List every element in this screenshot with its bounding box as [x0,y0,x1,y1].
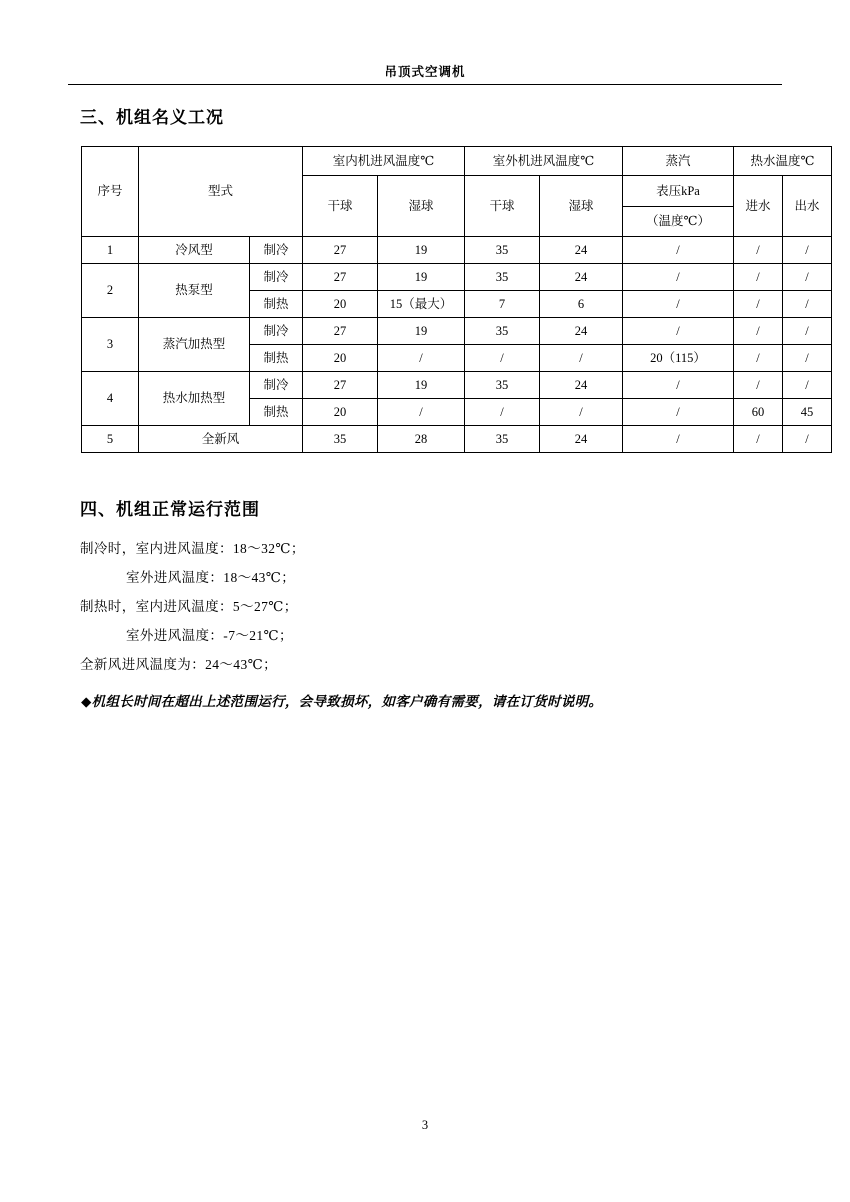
cell-water-in: / [734,264,783,291]
cell-outdoor-dry: 35 [465,264,540,291]
cell-mode: 制冷 [250,318,303,345]
header-cell-steam-temp: （温度℃） [623,207,734,237]
cell-outdoor-dry: 35 [465,237,540,264]
header-cell-outdoor-wet: 湿球 [540,176,623,237]
cell-water-in: / [734,426,783,453]
header-cell-water-out: 出水 [783,176,832,237]
table-row [82,237,832,264]
cell-mode: 制冷 [250,237,303,264]
cell-outdoor-dry: / [465,399,540,426]
header-cell-water-in: 进水 [734,176,783,237]
header-cell-indoor-dry: 干球 [303,176,378,237]
cell-water-in: 60 [734,399,783,426]
cell-outdoor-wet: / [540,345,623,372]
header-cell-outdoor-group: 室外机进风温度℃ [465,147,623,176]
header-cell-indoor-wet: 湿球 [378,176,465,237]
cell-indoor-wet: 19 [378,237,465,264]
cell-outdoor-wet: 24 [540,426,623,453]
cell-type: 热泵型 [139,264,250,318]
cell-type: 蒸汽加热型 [139,318,250,372]
cell-outdoor-dry: 35 [465,426,540,453]
header-cell-hotwater-group: 热水温度℃ [734,147,832,176]
nominal-conditions-table [81,146,832,453]
table-row [82,426,832,453]
cell-mode: 制热 [250,399,303,426]
cell-indoor-dry: 20 [303,345,378,372]
cell-steam: / [623,399,734,426]
nominal-conditions-table-wrapper [81,146,832,453]
cell-water-in: / [734,291,783,318]
header-divider [68,84,782,85]
table-row [82,318,832,345]
cell-indoor-wet: / [378,399,465,426]
cell-outdoor-wet: 6 [540,291,623,318]
page-number: 3 [421,1118,429,1132]
cell-no: 2 [82,264,139,318]
cell-indoor-wet: 28 [378,426,465,453]
cell-type: 冷风型 [139,237,250,264]
cell-steam: / [623,426,734,453]
cell-indoor-dry: 27 [303,372,378,399]
cell-outdoor-wet: / [540,399,623,426]
warning-note: ◆机组长时间在超出上述范围运行，会导致损坏，如客户确有需要，请在订货时说明。 [81,694,603,709]
cell-outdoor-dry: 35 [465,318,540,345]
cell-outdoor-wet: 24 [540,318,623,345]
cell-type: 全新风 [139,426,303,453]
cell-indoor-dry: 20 [303,291,378,318]
range-line-fresh-air: 全新风进风温度为：24～43℃； [80,657,278,672]
cell-water-out: / [783,345,832,372]
range-line-heating-outdoor: 室外进风温度：-7～21℃； [126,628,293,643]
header-cell-steam-pressure: 表压kPa [623,176,734,207]
page-header-title: 吊顶式空调机 [384,65,466,79]
cell-water-in: / [734,237,783,264]
cell-no: 1 [82,237,139,264]
cell-mode: 制冷 [250,372,303,399]
cell-mode: 制热 [250,345,303,372]
cell-steam: / [623,237,734,264]
cell-indoor-wet: 19 [378,264,465,291]
cell-no: 5 [82,426,139,453]
table-row [82,372,832,399]
cell-steam: / [623,372,734,399]
table-header-row-1 [82,147,832,176]
header-cell-type: 型式 [139,147,303,237]
header-cell-indoor-group: 室内机进风温度℃ [303,147,465,176]
cell-outdoor-wet: 24 [540,372,623,399]
cell-indoor-wet: 19 [378,318,465,345]
cell-water-out: / [783,372,832,399]
cell-no: 3 [82,318,139,372]
cell-steam: / [623,318,734,345]
section-heading-operating-range: 四、机组正常运行范围 [80,500,260,519]
cell-water-out: / [783,426,832,453]
range-line-heating-indoor: 制热时，室内进风温度：5～27℃； [80,599,298,614]
table-row [82,264,832,291]
cell-indoor-dry: 27 [303,264,378,291]
cell-indoor-dry: 20 [303,399,378,426]
cell-water-in: / [734,372,783,399]
cell-outdoor-dry: / [465,345,540,372]
cell-indoor-dry: 27 [303,237,378,264]
cell-indoor-wet: / [378,345,465,372]
section-heading-nominal-conditions: 三、机组名义工况 [80,108,224,127]
cell-steam: / [623,264,734,291]
cell-type: 热水加热型 [139,372,250,426]
cell-water-in: / [734,318,783,345]
cell-water-out: / [783,237,832,264]
cell-water-out: / [783,264,832,291]
cell-indoor-wet: 15（最大） [378,291,465,318]
cell-water-out: 45 [783,399,832,426]
cell-water-out: / [783,318,832,345]
cell-steam: 20（115） [623,345,734,372]
cell-indoor-dry: 35 [303,426,378,453]
range-line-cooling-outdoor: 室外进风温度：18～43℃； [126,570,296,585]
cell-indoor-dry: 27 [303,318,378,345]
cell-water-in: / [734,345,783,372]
header-cell-outdoor-dry: 干球 [465,176,540,237]
cell-indoor-wet: 19 [378,372,465,399]
cell-outdoor-dry: 35 [465,372,540,399]
cell-steam: / [623,291,734,318]
cell-mode: 制热 [250,291,303,318]
cell-outdoor-dry: 7 [465,291,540,318]
cell-water-out: / [783,291,832,318]
range-line-cooling-indoor: 制冷时，室内进风温度：18～32℃； [80,541,305,556]
cell-outdoor-wet: 24 [540,237,623,264]
cell-no: 4 [82,372,139,426]
cell-mode: 制冷 [250,264,303,291]
cell-outdoor-wet: 24 [540,264,623,291]
header-cell-steam-group: 蒸汽 [623,147,734,176]
header-cell-no: 序号 [82,147,139,237]
